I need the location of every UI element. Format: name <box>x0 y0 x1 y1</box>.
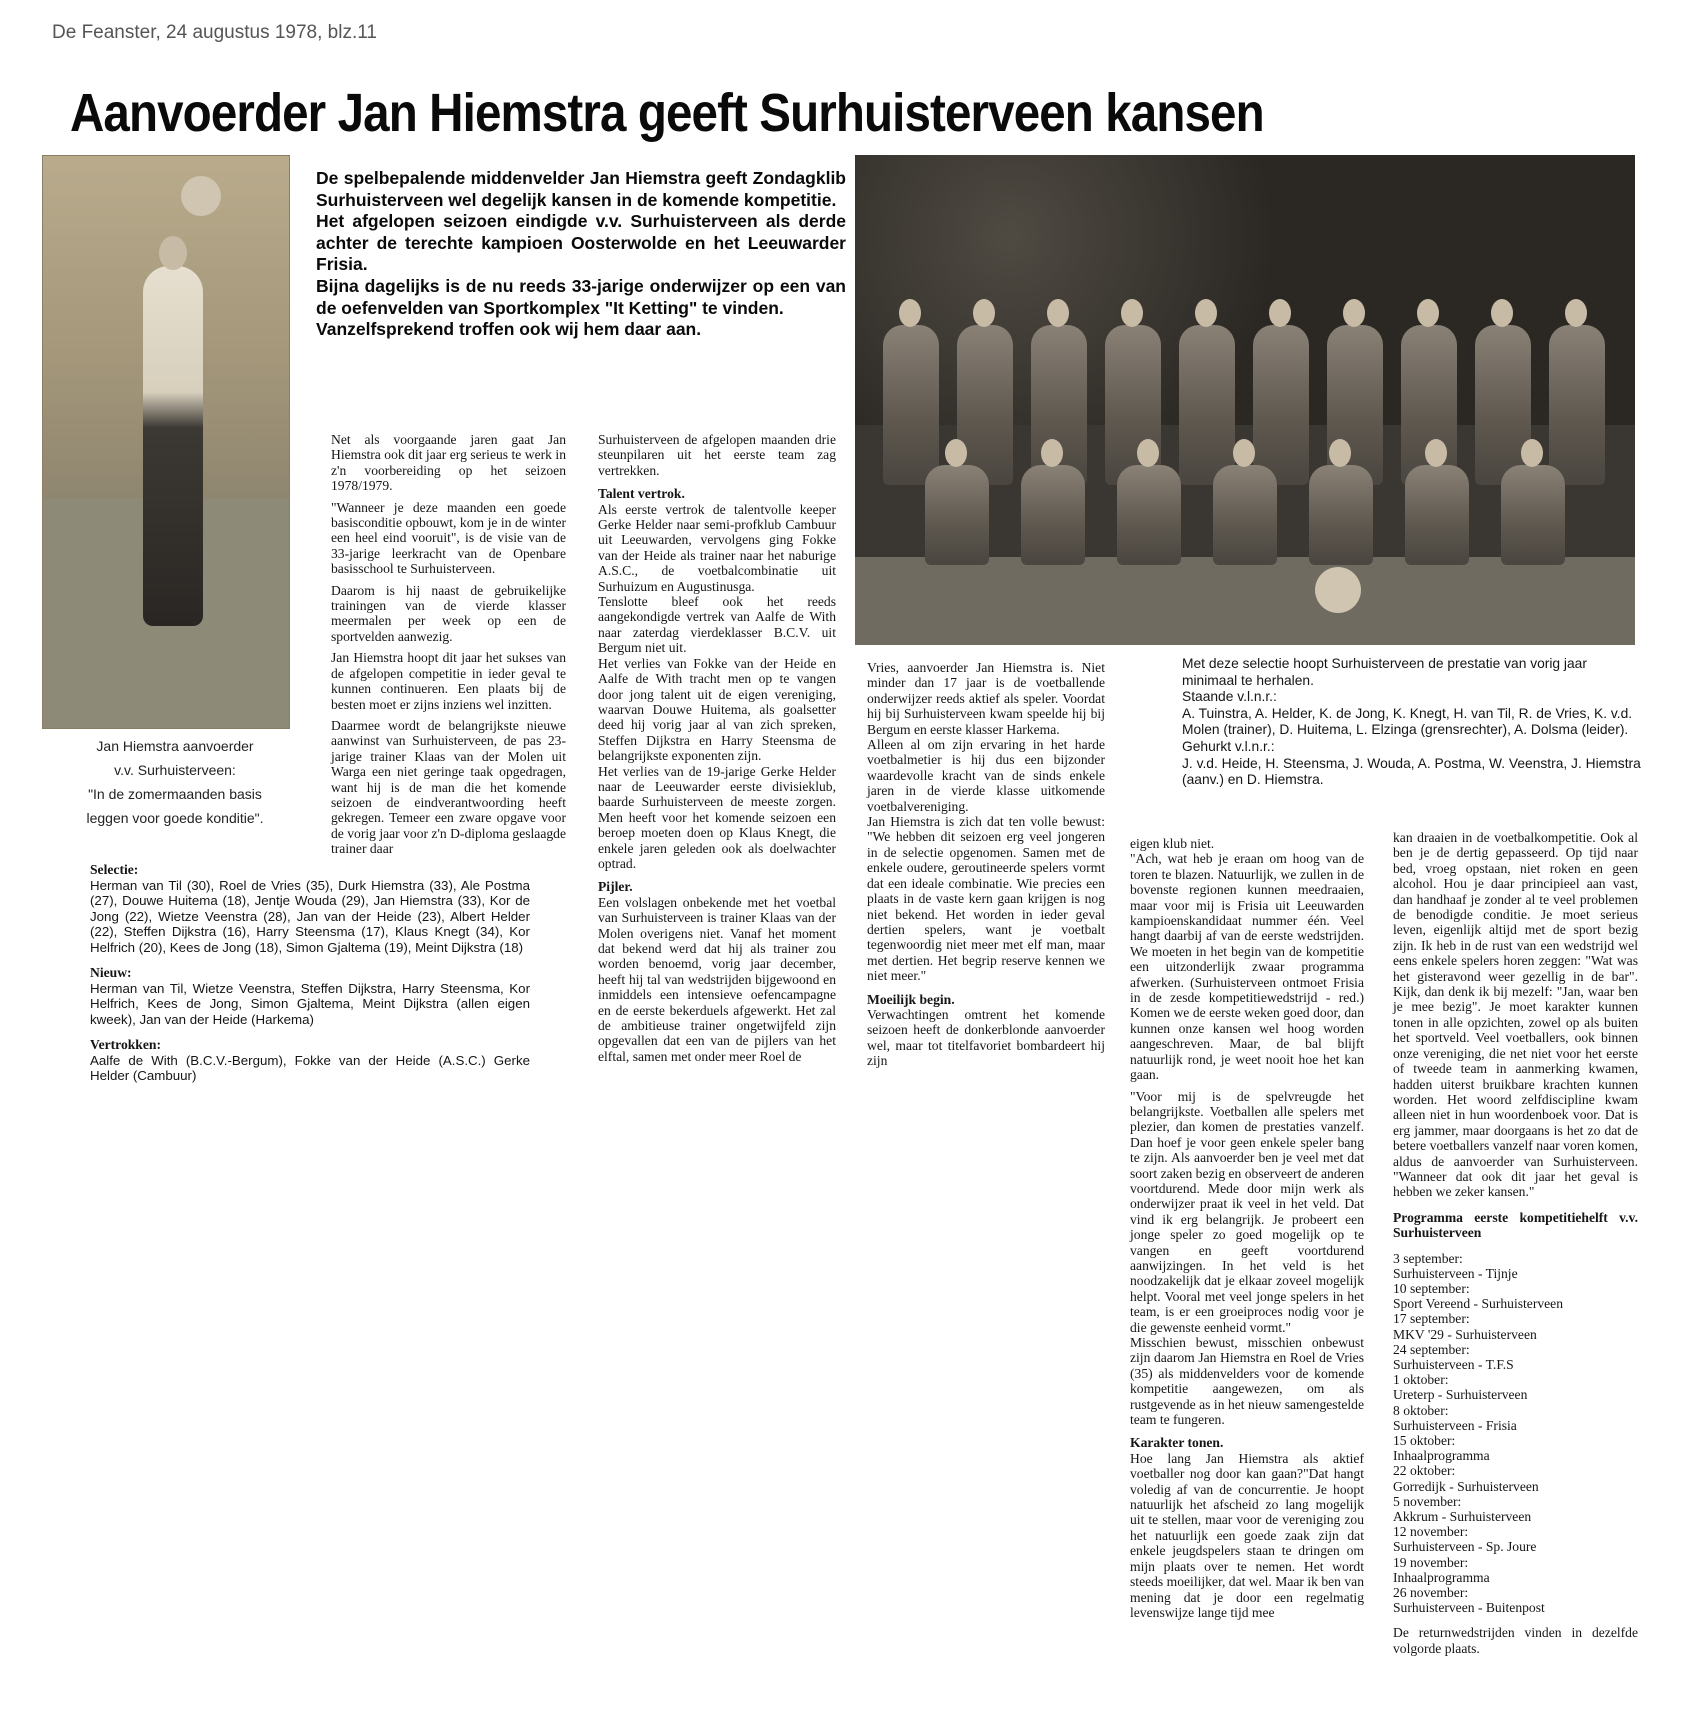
lead-line: Bijna dagelijks is de nu reeds 33-jarige onderwijzer op een van de oefenvelden van Sportkomplex "It Ketting" te vinden. <box>316 275 846 318</box>
article-column-5 <box>1393 830 1638 1662</box>
paragraph: Hoe lang Jan Hiemstra als aktief voetballer nog door kan gaan?"Dat hangt voledig af van de concurrentie. Je hoopt natuurlijk het afscheid zo lang mogelijk uit te stellen, maar voor de vereniging zou het natuurlijk een goede zaak zijn dat enkele jeugdspelers staan te dringen om mijn plaats over te nemen. Het wordt steeds moeilijker, dat wel. Maar ik ben van mening dat je door een regelmatig levenswijze lange tijd mee <box>1130 1450 1364 1620</box>
crouching-player <box>925 465 989 565</box>
match-date: 12 november: <box>1393 1524 1469 1540</box>
article-column-1 <box>331 432 566 863</box>
subheading-pijler: Pijler. <box>598 879 633 895</box>
match-date: 22 oktober: <box>1393 1463 1456 1479</box>
paragraph: Vries, aanvoerder Jan Hiemstra is. Niet minder dan 17 jaar is de voetballende onderwijzer reeds aktief als speler. Voordat hij bij Surhuisterveen kwam speelde hij bij Bergum en eerste klasser Harkema. <box>867 660 1105 737</box>
vertrokken-heading: Vertrokken: <box>90 1037 161 1052</box>
crouching-player <box>1117 465 1181 565</box>
standing-names: A. Tuinstra, A. Helder, K. de Jong, K. Knegt, H. van Til, R. de Vries, K. v.d. Molen (trainer), D. Huitema, L. Elzinga (grensrechter), A. Dolsma (leider). <box>1182 705 1633 738</box>
standing-player <box>1253 325 1309 485</box>
paragraph: Daarom is hij naast de gebruikelijke trainingen van de vierde klasser meermalen per week op een de sportvelden aanwezig. <box>331 582 566 644</box>
player-head <box>945 439 967 467</box>
caption-line: v.v. Surhuisterveen: <box>114 762 236 778</box>
match-date: 17 september: <box>1393 1311 1470 1327</box>
program-closing-note: De returnwedstrijden vinden in dezelfde volgorde plaats. <box>1393 1625 1638 1656</box>
article-column-3 <box>867 660 1105 1075</box>
player-head <box>1521 439 1543 467</box>
match-date: 15 oktober: <box>1393 1433 1456 1448</box>
crouching-player <box>1405 465 1469 565</box>
subheading-moeilijk-begin: Moeilijk begin. <box>867 991 955 1007</box>
standing-label: Staande v.l.n.r.: <box>1182 689 1277 705</box>
article-column-2 <box>598 432 836 1070</box>
paragraph: Verwachtingen omtrent het komende seizoen heeft de donkerblonde aanvoerder wel, maar tot titelfavoriet bombardeert hij zijn <box>867 1006 1105 1069</box>
paragraph: Als eerste vertrok de talentvolle keeper Gerke Helder naar semi-profklub Cambuur uit Leeuwarden, vervolgens ging Fokke van der Heide als trainer naar het naburige A.S.C., de voetbalcombinatie uit Surhuizum en Augustinusga. <box>598 501 836 594</box>
player-head <box>1329 439 1351 467</box>
crouching-player <box>1501 465 1565 565</box>
match-program <box>1393 1251 1638 1616</box>
subheading-karakter-tonen: Karakter tonen. <box>1130 1435 1224 1451</box>
lead-line: Vanzelfsprekend troffen ook wij hem daar aan. <box>316 319 702 340</box>
paragraph: Het verlies van de 19-jarige Gerke Helder naar de Leeuwarder eerste divisieklub, baarde Surhuisterveen de meeste zorgen. Men heeft voor het komende seizoen een beroep moeten doen op Klaus Knegt, die enkele jaren geleden ook als doelwachter optrad. <box>598 763 836 871</box>
football-image <box>181 176 221 216</box>
crouching-player <box>1021 465 1085 565</box>
paragraph: Tenslotte bleef ook het reeds aangekondigde vertrek van Aalfe de With naar zaterdag vierdeklasser B.C.V. uit Bergum niet uit. <box>598 594 836 656</box>
player-head <box>1491 299 1513 327</box>
vertrokken-list: Aalfe de With (B.C.V.-Bergum), Fokke van der Heide (A.S.C.) Gerke Helder (Cambuur) <box>90 1052 530 1083</box>
crouching-player <box>1309 465 1373 565</box>
crouching-label: Gehurkt v.l.n.r.: <box>1182 738 1275 754</box>
match-fixture: Akkrum - Surhuisterveen <box>1393 1509 1532 1525</box>
match-date: 10 september: <box>1393 1280 1470 1296</box>
match-fixture: Surhuisterveen - Frisia <box>1393 1417 1517 1433</box>
player-photo-caption <box>60 734 290 830</box>
program-title: Programma eerste kompetitiehelft v.v. Surhuisterveen <box>1393 1209 1638 1241</box>
caption-line: Jan Hiemstra aanvoerder <box>96 738 254 754</box>
match-fixture: Gorredijk - Surhuisterveen <box>1393 1478 1539 1494</box>
caption-line: "In de zomermaanden basis <box>88 786 262 802</box>
match-fixture: Inhaalprogramma <box>1393 1448 1490 1464</box>
paragraph: "Wanneer je deze maanden een goede basisconditie opbouwt, kom je in de winter een heel eind vooruit", is de visie van de 33-jarige leerkracht van de Openbare basisschool te Surhuisterveen. <box>331 499 566 577</box>
lead-paragraph <box>316 168 846 341</box>
paragraph: kan draaien in de voetbalkompetitie. Ook al ben je de dertig gepasseerd. Op tijd naar bed, vroeg opstaan, niet roken en geen alcohol. Hou je daar principieel aan vast, dan handhaaf je zonder al te veel problemen de benodigde conditie. Je moet serieus leven, eigenlijk altijd met de sport bezig zijn. Ik heb in de rust van een wedstrijd wel eens enkele spelers horen zeggen: "Wat was het gisteravond weer gezellig in de bar". Kijk, dan denk ik bij mezelf: "Jan, waar ben je mee bezig". Je moet karakter kunnen tonen in alle opzichten, zowel op als buiten het sportveld. Veel voetballers, ook binnen onze vereniging, die net niet voor het eerste of tweede team in aanmerking kwamen, hadden uiterst bruikbare krachten kunnen worden. Het woord zelfdiscipline kwam alleen niet in hun woordenboek voor. Dat is erg jammer, maar doorgaans is het zo dat de betere voetballers vanzelf naar voren komen, aldus de aanvoerder van Surhuisterveen. "Wanneer dat ook dit jaar het geval is hebben we zeker kansen." <box>1393 830 1638 1200</box>
crouching-names: J. v.d. Heide, H. Steensma, J. Wouda, A. Postma, W. Veenstra, J. Hiemstra (aanv.) en D. Hiemstra. <box>1182 755 1641 788</box>
player-head <box>1137 439 1159 467</box>
match-date: 1 oktober: <box>1393 1372 1449 1388</box>
caption-line: leggen voor goede konditie". <box>86 810 264 826</box>
lead-line: Het afgelopen seizoen eindigde v.v. Surhuisterveen als derde achter de terechte kampioen Oosterwolde en het Leeuwarder Frisia. <box>316 211 846 275</box>
paragraph: Het verlies van Fokke van der Heide en Aalfe de With tracht men op te vangen door jong talent uit de eigen vereniging, waarvan Douwe Huitema, als goalsetter deed hij vorig jaar al van zich spreken, Steffen Dijkstra en Harry Steensma de belangrijkste exponenten zijn. <box>598 655 836 764</box>
player-head <box>1047 299 1069 327</box>
match-fixture: Surhuisterveen - Tijnje <box>1393 1265 1518 1281</box>
player-head <box>1195 299 1217 327</box>
player-head <box>899 299 921 327</box>
selectie-heading: Selectie: <box>90 862 139 877</box>
player-head <box>973 299 995 327</box>
match-date: 5 november: <box>1393 1493 1462 1509</box>
headline: Aanvoerder Jan Hiemstra geeft Surhuisterveen kansen <box>70 83 1264 143</box>
player-head <box>1121 299 1143 327</box>
player-photo <box>42 155 290 729</box>
match-date: 26 november: <box>1393 1585 1469 1601</box>
nieuw-heading: Nieuw: <box>90 965 132 980</box>
paragraph: Surhuisterveen de afgelopen maanden drie steunpilaren uit het eerste team zag vertrekken. <box>598 432 836 478</box>
team-caption-intro: Met deze selectie hoopt Surhuisterveen de prestatie van vorig jaar minimaal te herhalen. <box>1182 656 1587 688</box>
match-fixture: Ureterp - Surhuisterveen <box>1393 1387 1528 1403</box>
match-fixture: Surhuisterveen - T.F.S <box>1393 1356 1514 1372</box>
paragraph: Jan Hiemstra hoopt dit jaar het sukses van de afgelopen competitie in ieder geval te kunnen continueren. Een plaats bij de besten moet er zijns inziens wel inzitten. <box>331 650 566 712</box>
paragraph: Daarmee wordt de belangrijkste nieuwe aanwinst van Surhuisterveen, de pas 23-jarige trainer Klaas van der Molen uit Warga een niet geringe taak opgedragen, want hij is de man die het komende seizoen de eindverantwoording heeft gekregen. Temeer een zware opgave voor de vorig jaar voor z'n D-diploma geslaagde trainer daar <box>331 717 566 857</box>
selection-box <box>90 862 530 1084</box>
source-caption: De Feanster, 24 augustus 1978, blz.11 <box>52 22 377 43</box>
paragraph: Net als voorgaande jaren gaat Jan Hiemstra ook dit jaar erg serieus te werk in z'n voorbereiding op het seizoen 1978/1979. <box>331 432 566 494</box>
article-column-4 <box>1130 836 1364 1626</box>
lead-line: De spelbepalende middenvelder Jan Hiemstra geeft Zondagklib Surhuisterveen wel degelijk kansen in de komende kompetitie. <box>316 168 846 210</box>
crouching-player <box>1213 465 1277 565</box>
player-head <box>1417 299 1439 327</box>
player-head <box>1425 439 1447 467</box>
nieuw-list: Herman van Til, Wietze Veenstra, Steffen Dijkstra, Harry Steensma, Kor Helfrich, Kees de Jong, Simon Gjaltema, Meint Dijkstra (allen eigen kweek), Jan van der Heide (Harkema) <box>90 980 530 1027</box>
standing-player <box>957 325 1013 485</box>
match-fixture: Sport Vereend - Surhuisterveen <box>1393 1296 1564 1312</box>
selectie-list: Herman van Til (30), Roel de Vries (35), Durk Hiemstra (33), Ale Postma (27), Douwe Huitema (18), Jentje Wouda (29), Jan Hiemstra (33), Kor de Jong (22), Wietze Veenstra (28), Jan van der Heide (23), Albert Helder (22), Steffen Dijkstra (16), Harry Steensma (17), Klaus Knegt (34), Kor Helfrich (20), Kees de Jong (18), Simon Gjaltema (19), Meint Dijkstra (18) <box>90 877 530 955</box>
paragraph: Alleen al om zijn ervaring in het harde voetbalmetier is hij dus een bijzonder waardevolle kracht van de sinds enkele jaren in de vierde klasse uitkomende voetbalvereniging. <box>867 737 1105 814</box>
standing-player <box>883 325 939 485</box>
standing-player <box>1549 325 1605 485</box>
team-photo-caption <box>1182 656 1642 789</box>
match-date: 19 november: <box>1393 1554 1469 1570</box>
player-head <box>1233 439 1255 467</box>
player-figure <box>143 266 203 626</box>
match-date: 3 september: <box>1393 1250 1463 1266</box>
match-date: 24 september: <box>1393 1341 1470 1357</box>
grass-foreground <box>855 557 1635 645</box>
paragraph: Misschien bewust, misschien onbewust zijn daarom Jan Hiemstra en Roel de Vries (35) als middenvelders voor de komende kompetitie aangewezen, om als rustgevende as in het nieuw samengestelde team te fungeren. <box>1130 1335 1364 1428</box>
paragraph: Een volslagen onbekende met het voetbal van Surhuisterveen is trainer Klaas van der Molen overigens niet. Vanaf het moment dat bekend werd dat hij als trainer zou worden benoemd, vorig jaar december, heeft hij tal van wedstrijden bijgewoond en inmiddels een intensieve oefencampagne en de eerste bekerduels afgewerkt. Het zal de ambitieuse trainer ongetwijfeld zijn opgevallen dat een van de pijlers van het elftal, samen met onder meer Roel de <box>598 894 836 1064</box>
match-fixture: MKV '29 - Surhuisterveen <box>1393 1326 1537 1342</box>
paragraph: Jan Hiemstra is zich dat ten volle bewust: "We hebben dit seizoen erg veel jongeren in de selectie opgenomen. Samen met de enkele oudere, geroutineerde spelers vormt dat een ideale combinatie. Wie precies een plaats in de vaste kern gaan krijgen is nog niet bekend. Het worden in ieder geval dertien spelers, want je voetbalt tegenwoordig niet meer met elf man, maar met dertien. Het begrip reserve kennen we niet meer." <box>867 814 1105 984</box>
player-head <box>1565 299 1587 327</box>
player-head <box>1269 299 1291 327</box>
match-fixture: Inhaalprogramma <box>1393 1569 1490 1585</box>
match-date: 8 oktober: <box>1393 1402 1449 1418</box>
match-fixture: Surhuisterveen - Sp. Joure <box>1393 1539 1537 1555</box>
team-football <box>1315 567 1361 613</box>
subheading-talent-vertrok: Talent vertrok. <box>598 486 685 502</box>
player-head <box>1343 299 1365 327</box>
match-fixture: Surhuisterveen - Buitenpost <box>1393 1600 1545 1616</box>
standing-player <box>1179 325 1235 485</box>
team-photo <box>855 155 1635 645</box>
player-head <box>1041 439 1063 467</box>
paragraph: eigen klub niet. <box>1130 836 1215 851</box>
paragraph: "Voor mij is de spelvreugde het belangrijkste. Voetballen alle spelers met plezier, dan komen de prestaties vanzelf. Dan hoef je voor geen enkele speler bang te zijn. Als aanvoerder ben je veel met dat soort zaken bezig en observeert de anderen voortdurend. Mede door mijn werk als onderwijzer praat ik veel in het veld. Dat vind ik erg belangrijk. Je probeert een jonge speler zo goed mogelijk op te vangen en geeft voortdurend aanwijzingen. In het veld is het noodzakelijk dat je elkaar zoveel mogelijk helpt. Vooral met veel jonge spelers in het team, is er een groeiproces nodig voor je die gewenste eenheid vormt." <box>1130 1088 1365 1335</box>
paragraph: "Ach, wat heb je eraan om hoog van de toren te blazen. Natuurlijk, we zullen in de bovenste regionen kunnen meedraaien, maar voor mij is Frisia uit Leeuwarden kampioenskandidaat nummer één. Veel hangt daarbij af van de eerste wedstrijden. We moeten in het begin van de kompetitie een uitzonderlijk zwaar programma afwerken. (Surhuisterveen ontmoet Frisia in de zesde kompetitiewedstrijd - red.) Komen we de eerste weken goed door, dan kunnen onze kansen wel hoog worden aangeschreven. Maar, de bal blijft natuurlijk rond, je weet nooit hoe het kan gaan. <box>1130 851 1364 1083</box>
